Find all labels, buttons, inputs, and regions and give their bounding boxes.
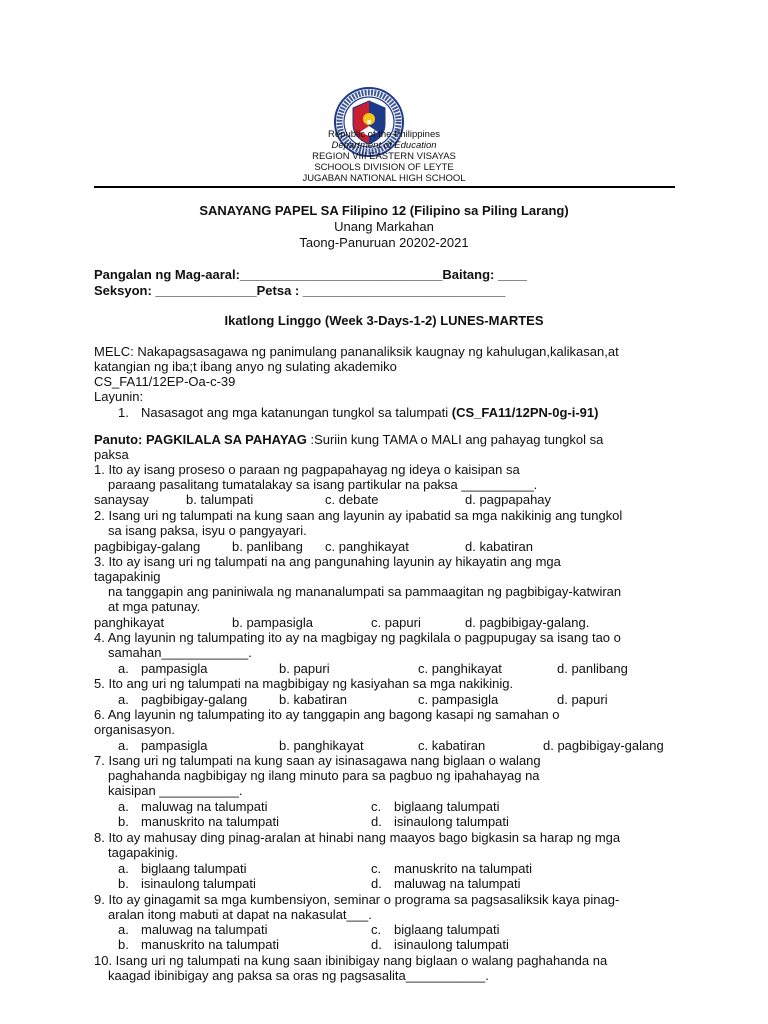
instructions-text-2: paksa bbox=[94, 447, 129, 462]
header-school: JUGABAN NATIONAL HIGH SCHOOL bbox=[302, 173, 466, 184]
week-heading: Ikatlong Linggo (Week 3-Days-1-2) LUNES-MARTES bbox=[224, 313, 544, 328]
q9-option-c-letter: c. bbox=[371, 922, 382, 937]
q1-option-c: c. debate bbox=[325, 492, 379, 507]
header-republic: Republic of the Philippines bbox=[328, 129, 440, 140]
question-8-line-2: tagapakinig. bbox=[108, 845, 179, 860]
q4-option-a-letter: a. bbox=[118, 661, 129, 676]
q5-option-d: d. papuri bbox=[557, 692, 608, 707]
q7-option-d: isinaulong talumpati bbox=[394, 814, 509, 829]
q9-option-d: isinaulong talumpati bbox=[394, 937, 509, 952]
q3-option-c: c. papuri bbox=[371, 615, 421, 630]
q8-option-b-letter: b. bbox=[118, 876, 129, 891]
q4-option-c: c. panghikayat bbox=[418, 661, 502, 676]
q5-option-c: c. pampasigla bbox=[418, 692, 499, 707]
q5-option-a-letter: a. bbox=[118, 692, 129, 707]
melc-code: CS_FA11/12EP-Oa-c-39 bbox=[94, 374, 236, 389]
question-8-line-1: 8. Ito ay mahusay ding pinag-aralan at hinabi nang maayos bago bigkasin sa harap ng mga bbox=[94, 830, 621, 845]
q3-option-b: b. pampasigla bbox=[232, 615, 313, 630]
question-7-line-1: 7. Isang uri ng talumpati na kung saan ay isinasagawa nang biglaan o walang bbox=[94, 753, 541, 768]
question-1-line-1: 1. Ito ay isang proseso o paraan ng pagpapahayag ng ideya o kaisipan sa bbox=[94, 462, 520, 477]
melc-line-1: MELC: Nakapagsasagawa ng panimulang pananaliksik kaugnay ng kahulugan,kalikasan,at bbox=[94, 344, 619, 359]
question-4-line-1: 4. Ang layunin ng talumpating ito ay na magbigay ng pagkilala o pagpupugay sa isang tao o bbox=[94, 630, 621, 645]
q7-option-a-letter: a. bbox=[118, 799, 129, 814]
header-region: REGION VIII EASTERN VISAYAS bbox=[312, 151, 456, 162]
question-7-line-2: paghahanda nagbibigay ng ilang minuto para sa pagbuo ng ipahahayag na bbox=[108, 768, 540, 783]
question-7-line-3: kaisipan ___________. bbox=[108, 783, 243, 798]
q1-option-d: d. pagpapahay bbox=[465, 492, 552, 507]
q8-option-a-letter: a. bbox=[118, 861, 129, 876]
q2-option-b: b. panlibang bbox=[232, 539, 303, 554]
question-3-line-1: 3. Ito ay isang uri ng talumpati na ang pangunahing layunin ay hikayatin ang mga bbox=[94, 554, 561, 569]
header-divider bbox=[94, 186, 675, 188]
q9-option-b-letter: b. bbox=[118, 937, 129, 952]
melc-line-2: katangian ng iba;t ibang anyo ng sulating akademiko bbox=[94, 359, 397, 374]
q7-option-a: maluwag na talumpati bbox=[141, 799, 268, 814]
q1-option-a: sanaysay bbox=[94, 492, 149, 507]
question-5-line-1: 5. Ito ang uri ng talumpati na magbibigay ng kasiyahan sa mga nakikinig. bbox=[94, 676, 514, 691]
q9-option-a: maluwag na talumpati bbox=[141, 922, 268, 937]
header-department: Department of Education bbox=[331, 140, 437, 151]
objective-text: Nasasagot ang mga katanungan tungkol sa talumpati bbox=[141, 405, 449, 420]
school-year-label: Taong-Panuruan 20202-2021 bbox=[299, 235, 469, 250]
section-date-line: Seksyon: ______________Petsa : ____________________________ bbox=[94, 283, 506, 298]
header-division: SCHOOLS DIVISION OF LEYTE bbox=[314, 162, 454, 173]
q5-option-b: b. kabatiran bbox=[279, 692, 347, 707]
question-2-line-1: 2. Isang uri ng talumpati na kung saan ang layunin ay ipabatid sa mga nakikinig ang tungkol bbox=[94, 508, 623, 523]
question-1-line-2: paraang pasalitang tumatalakay sa isang partikular na paksa __________. bbox=[108, 477, 538, 492]
layunin-label: Layunin: bbox=[94, 389, 144, 404]
question-10-line-2: kaagad ibinibigay ang paksa sa oras ng pagsasalita___________. bbox=[108, 968, 489, 983]
q9-option-a-letter: a. bbox=[118, 922, 129, 937]
q6-option-d: d. pagbibigay-galang bbox=[543, 738, 664, 753]
question-9-line-2: aralan itong mabuti at dapat na nakasulat___. bbox=[108, 907, 372, 922]
question-10-line-1: 10. Isang uri ng talumpati na kung saan ibinibigay nang biglaan o walang paghahanda na bbox=[94, 953, 608, 968]
instructions-text: :Suriin kung TAMA o MALI ang pahayag tungkol sa bbox=[306, 432, 604, 447]
q4-option-b: b. papuri bbox=[279, 661, 330, 676]
question-3-line-3: na tanggapin ang paniniwala ng mananalumpati sa pammaagitan ng pagbibigay-katwiran bbox=[108, 584, 622, 599]
q8-option-b: isinaulong talumpati bbox=[141, 876, 256, 891]
q8-option-c: manuskrito na talumpati bbox=[394, 861, 533, 876]
question-3-line-2: tagapakinig bbox=[94, 569, 161, 584]
question-3-line-4: at mga patunay. bbox=[108, 599, 201, 614]
q2-option-a: pagbibigay-galang bbox=[94, 539, 201, 554]
objective-code: (CS_FA11/12PN-0g-i-91) bbox=[451, 405, 599, 420]
q8-option-d-letter: d. bbox=[371, 876, 382, 891]
q4-option-a: pampasigla bbox=[141, 661, 208, 676]
q2-option-c: c. panghikayat bbox=[325, 539, 409, 554]
q8-option-a: biglaang talumpati bbox=[141, 861, 247, 876]
q7-option-b-letter: b. bbox=[118, 814, 129, 829]
question-2-line-2: sa isang paksa, isyu o pangyayari. bbox=[108, 523, 307, 538]
q6-option-a-letter: a. bbox=[118, 738, 129, 753]
question-6-line-2: organisasyon. bbox=[94, 722, 175, 737]
q1-option-b: b. talumpati bbox=[186, 492, 254, 507]
q3-option-d: d. pagbibigay-galang. bbox=[465, 615, 590, 630]
q8-option-d: maluwag na talumpati bbox=[394, 876, 521, 891]
objective-item bbox=[141, 405, 598, 420]
q3-option-a: panghikayat bbox=[94, 615, 165, 630]
q5-option-a: pagbibigay-galang bbox=[141, 692, 248, 707]
question-9-line-1: 9. Ito ay ginagamit sa mga kumbensiyon, seminar o programa sa pagsasaliksik kaya pinag- bbox=[94, 892, 620, 907]
question-4-line-2: samahan____________. bbox=[108, 645, 252, 660]
q2-option-d: d. kabatiran bbox=[465, 539, 533, 554]
q4-option-d: d. panlibang bbox=[557, 661, 628, 676]
worksheet-title: SANAYANG PAPEL SA Filipino 12 (Filipino sa Piling Larang) bbox=[199, 203, 569, 218]
q6-option-c: c. kabatiran bbox=[418, 738, 486, 753]
objective-number: 1. bbox=[118, 405, 129, 420]
instructions-label: Panuto: PAGKILALA SA PAHAYAG bbox=[94, 432, 307, 447]
q7-option-c: biglaang talumpati bbox=[394, 799, 500, 814]
q8-option-c-letter: c. bbox=[371, 861, 382, 876]
q6-option-a: pampasigla bbox=[141, 738, 208, 753]
q6-option-b: b. panghikayat bbox=[279, 738, 364, 753]
q9-option-c: biglaang talumpati bbox=[394, 922, 500, 937]
q7-option-d-letter: d. bbox=[371, 814, 382, 829]
quarter-label: Unang Markahan bbox=[334, 219, 434, 234]
q7-option-c-letter: c. bbox=[371, 799, 382, 814]
question-6-line-1: 6. Ang layunin ng talumpating ito ay tanggapin ang bagong kasapi ng samahan o bbox=[94, 707, 560, 722]
instructions-line bbox=[94, 432, 603, 447]
student-name-line: Pangalan ng Mag-aaral:____________________________Baitang: ____ bbox=[94, 267, 527, 282]
q7-option-b: manuskrito na talumpati bbox=[141, 814, 280, 829]
q9-option-b: manuskrito na talumpati bbox=[141, 937, 280, 952]
q9-option-d-letter: d. bbox=[371, 937, 382, 952]
